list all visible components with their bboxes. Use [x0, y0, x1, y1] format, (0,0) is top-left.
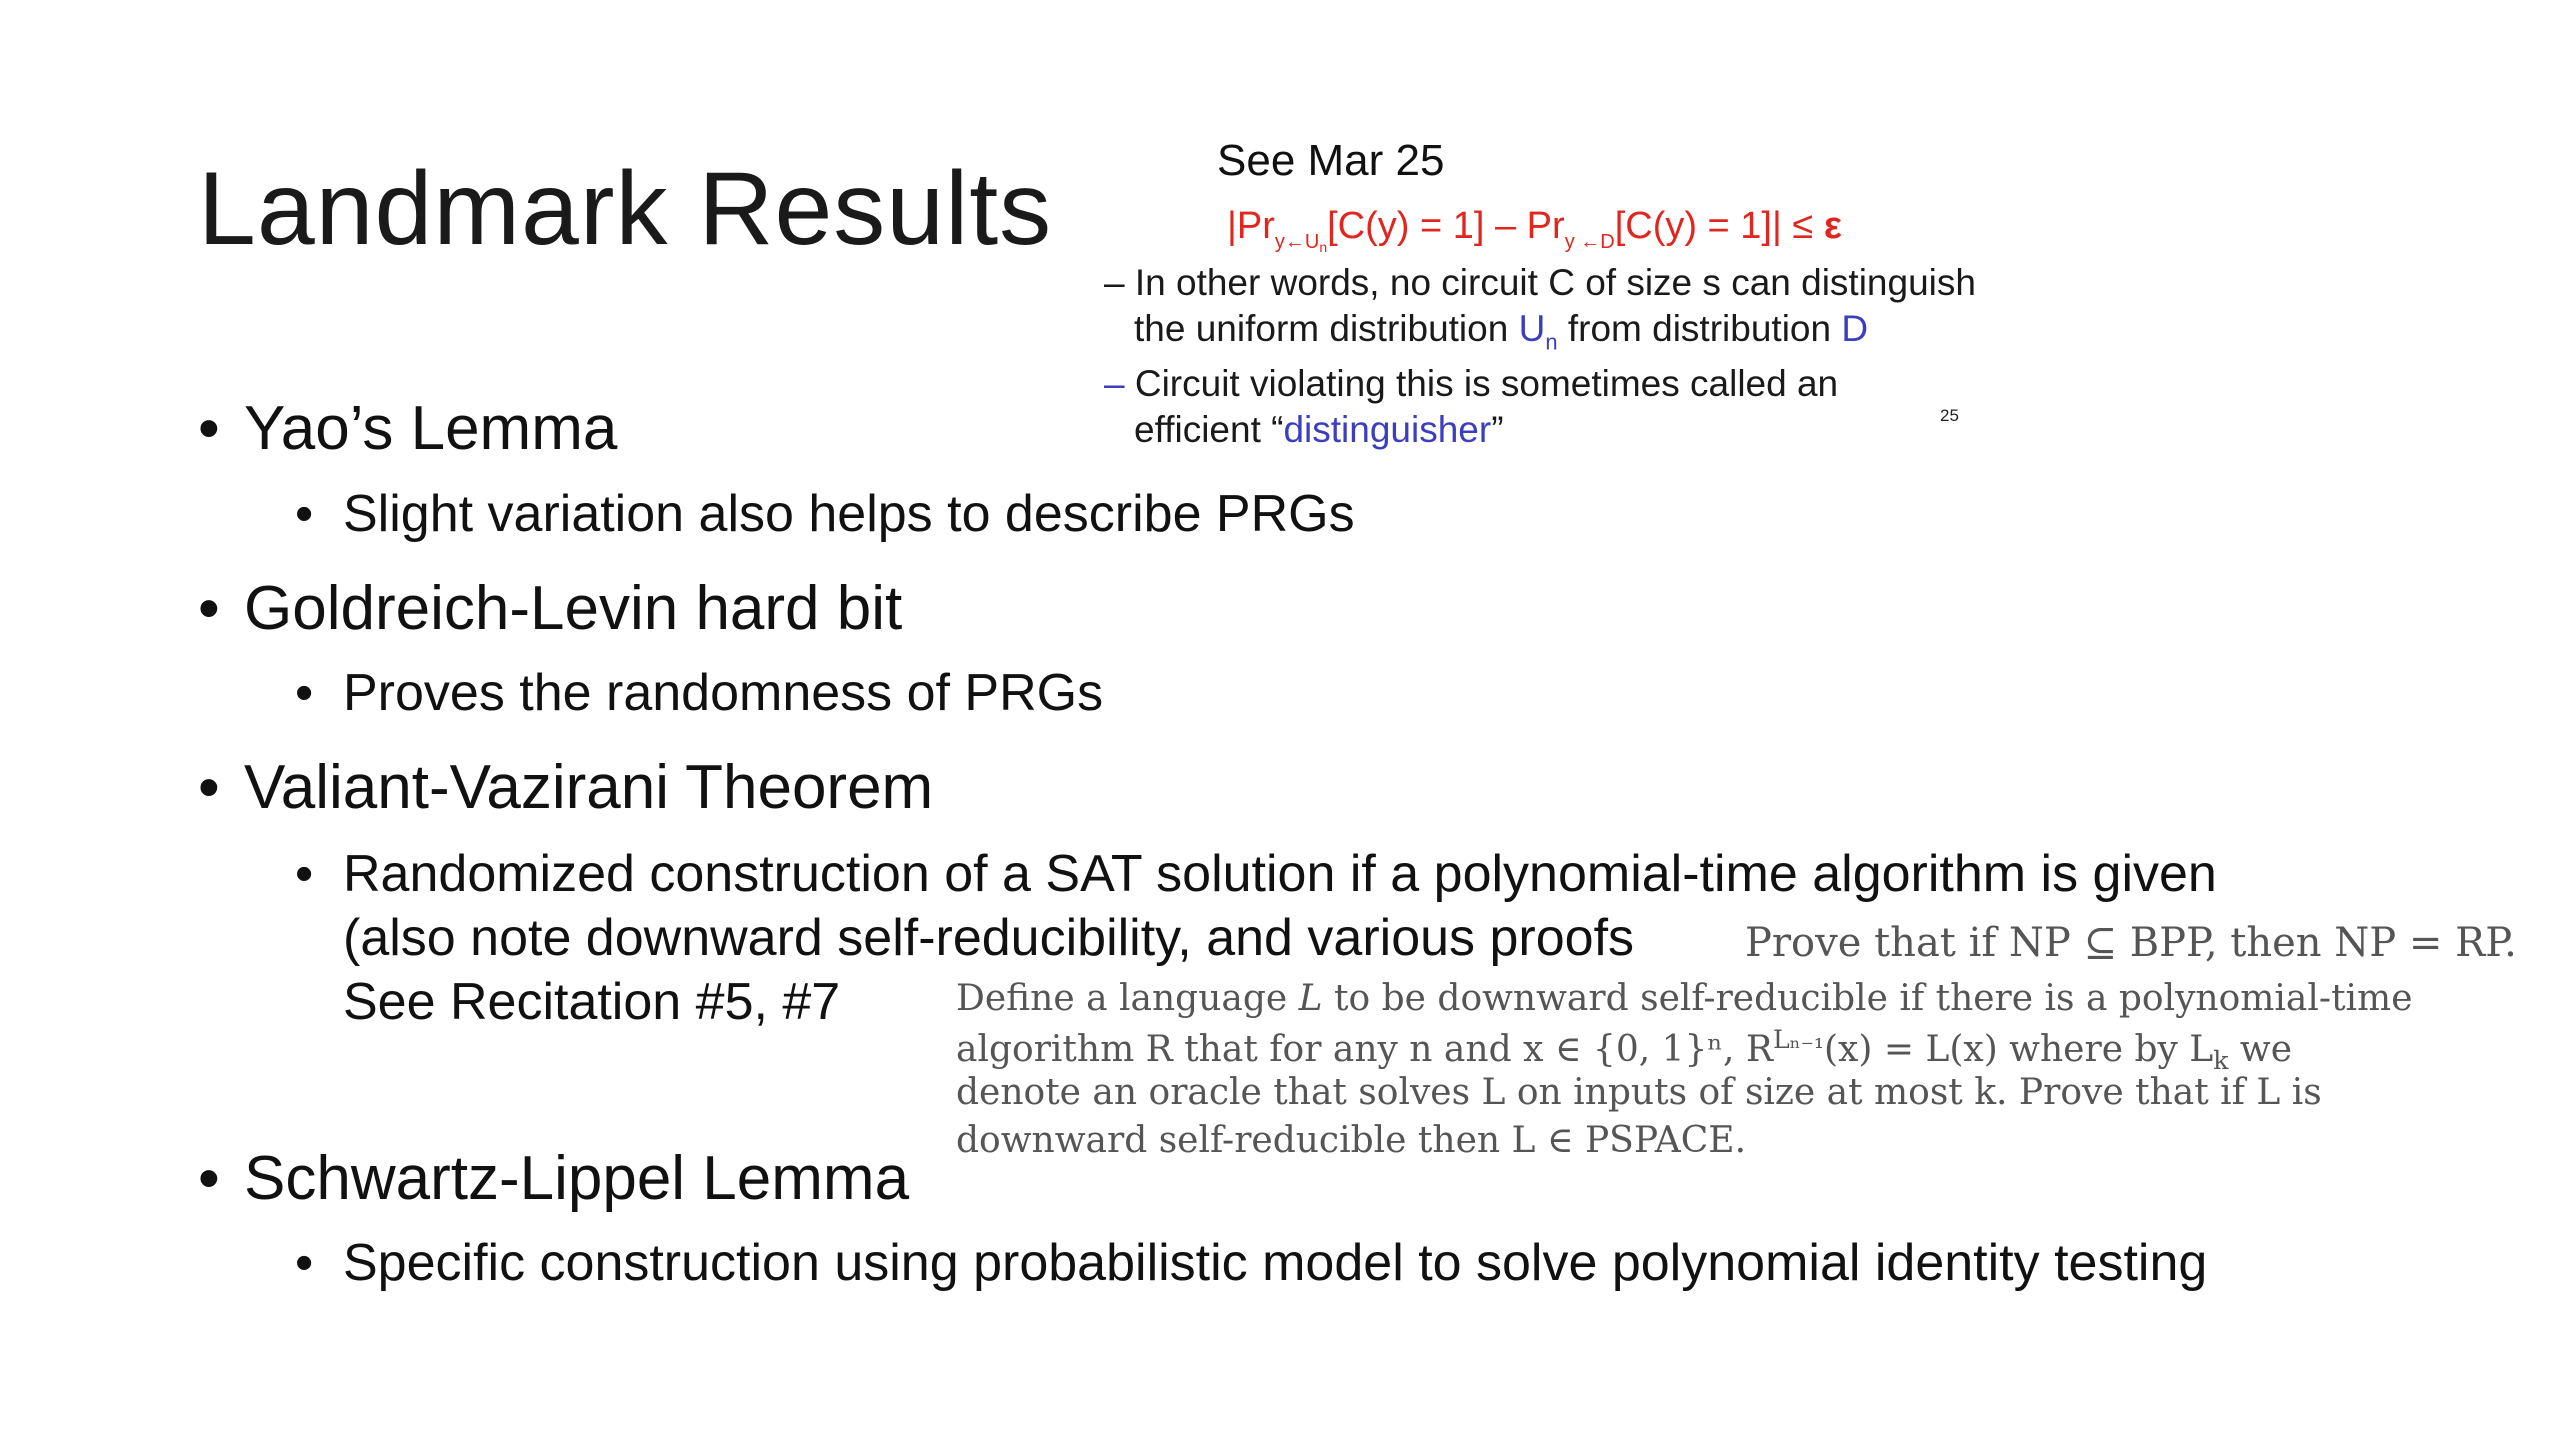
- epsilon-symbol: ε: [1823, 205, 1842, 247]
- inset-page-number: 25: [1940, 406, 1959, 425]
- latex-def-line-1: Define a language L to be downward self-reducible if there is a polynomial-time: [956, 978, 2413, 1019]
- latex-def-line-3: denote an oracle that solves L on inputs of size at most k. Prove that if L is: [956, 1072, 2322, 1113]
- bullet-valiant-vazirani: • Valiant-Vazirani Theorem: [198, 753, 934, 822]
- slide-title: Landmark Results: [198, 151, 1053, 267]
- prove-np-rp-snippet: Prove that if NP ⊆ BPP, then NP = RP.: [1745, 920, 2517, 966]
- inset-line-1: – In other words, no circuit C of size s can distinguish: [1104, 262, 1976, 303]
- sub-bullet-valiant-vazirani-cont-2: See Recitation #5, #7: [343, 973, 841, 1031]
- distinguisher-term: distinguisher: [1283, 409, 1492, 450]
- latex-def-line-4: downward self-reducible then L ∈ PSPACE.: [956, 1120, 1747, 1161]
- see-mar-note: See Mar 25: [1217, 136, 1445, 185]
- sub-bullet-schwartz-lippel: • Specific construction using probabilistic model to solve polynomial identity testing: [295, 1234, 2208, 1292]
- sub-bullet-valiant-vazirani: • Randomized construction of a SAT solution if a polynomial-time algorithm is given: [295, 845, 2217, 903]
- sub-bullet-yao: • Slight variation also helps to describe PRGs: [295, 485, 1355, 543]
- sub-bullet-goldreich-levin: • Proves the randomness of PRGs: [295, 664, 1104, 722]
- inset-line-3: – Circuit violating this is sometimes called an: [1104, 363, 1839, 404]
- bullet-schwartz-lippel: • Schwartz-Lippel Lemma: [198, 1144, 910, 1213]
- inset-line-4: efficient “distinguisher”: [1134, 409, 1504, 450]
- probability-formula: $|Pr_{y\leftarrow U_n}[C(y) = 1] - Pr_{y \leftarrow D}[C(y) = 1]| \le \varepsilon$: [1227, 205, 1842, 255]
- inset-line-2: the uniform distribution $U_n$ from distribution D: [1134, 308, 1869, 355]
- sub-bullet-valiant-vazirani-cont-1: (also note downward self-reducibility, and various proofs: [343, 909, 1635, 967]
- bullet-goldreich-levin: • Goldreich-Levin hard bit: [198, 574, 903, 643]
- bullet-yaos-lemma: • Yao’s Lemma: [198, 394, 618, 463]
- latex-def-line-2: algorithm R that for any n and x ∈ {0, 1}ⁿ, $R^{L_{n-1}}(x) = L(x)$ where by $L_k$ we: [956, 1025, 2293, 1076]
